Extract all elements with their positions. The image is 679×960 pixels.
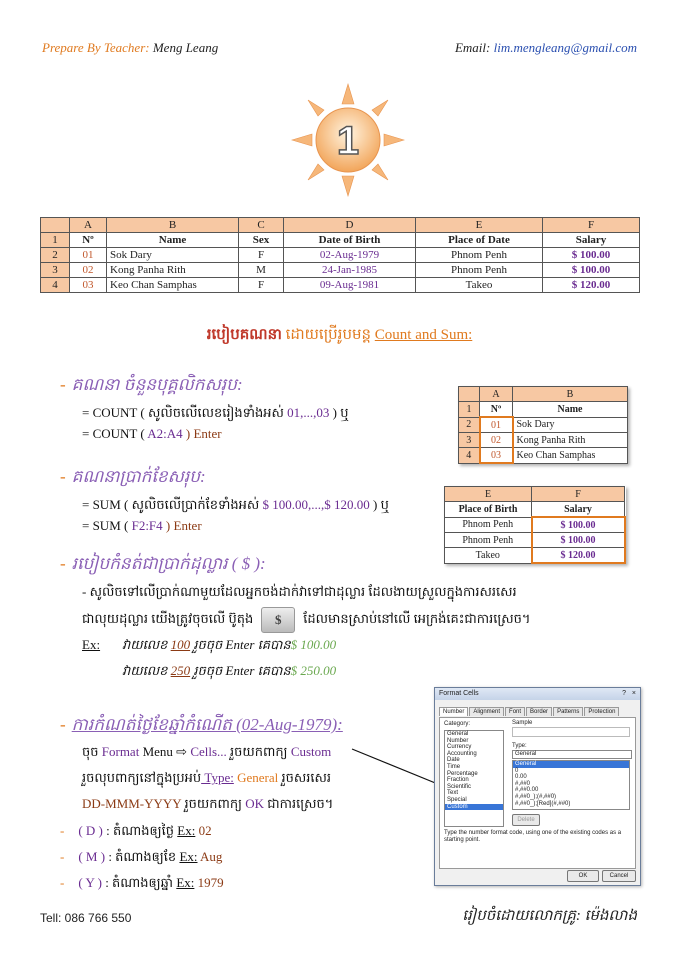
row-number: 1 <box>459 402 480 418</box>
category-item[interactable]: Percentage <box>447 770 478 777</box>
formula-end: ) ឬ <box>329 405 349 420</box>
sum-formula-2 <box>82 518 202 534</box>
section3-heading-text: របៀបកំនត់ជាប្រាក់ដុល្លារ ( $ ): <box>71 554 266 573</box>
ex-mid: រួចចុច Enter គេបាន <box>193 663 291 678</box>
category-item[interactable]: Number <box>447 737 469 744</box>
cell-salary: $ 100.00 <box>532 533 625 548</box>
l1-custom: Custom <box>287 744 332 759</box>
formula-range: F2:F4 <box>131 518 163 533</box>
cell-place: Phnom Penh <box>445 517 532 533</box>
ex-mid: រួចចុច Enter គេបាន <box>193 637 291 652</box>
type-list[interactable] <box>512 760 630 810</box>
cell-dob: 02-Aug-1979 <box>284 248 416 263</box>
example-2 <box>122 663 336 682</box>
table-row <box>41 248 640 263</box>
section1-heading: - គណនា ចំនួនបុគ្គលិកសរុប: <box>60 375 243 394</box>
cell-name: Sok Dary <box>107 248 239 263</box>
footer-tel: Tell: 086 766 550 <box>40 911 132 925</box>
footer-signature: រៀបចំដោយលោកគ្រូ: ម៉េងលាង <box>462 908 637 924</box>
table-row <box>41 263 640 278</box>
formula-end: ) Enter <box>162 518 202 533</box>
lesson-title <box>0 325 679 347</box>
header-email <box>455 40 637 56</box>
type-item[interactable]: #,##0_);(#,##0) <box>515 793 557 800</box>
item-ex: 02 <box>195 823 212 838</box>
header-cell: Date of Birth <box>284 233 416 248</box>
badge-number: 1 <box>336 119 360 163</box>
col-letter: E <box>416 218 543 233</box>
row-number: 2 <box>41 248 70 263</box>
l3-ok: OK <box>241 796 264 811</box>
row-number: 4 <box>459 448 480 464</box>
col-letter: F <box>532 487 625 502</box>
cell-place: Takeo <box>445 548 532 564</box>
section4-heading: - ការកំណត់ថ្ងៃខែឆ្នាំកំណើត (02-Aug-1979): <box>60 715 343 734</box>
ex-num: 100 <box>170 637 191 652</box>
header-cell: Name <box>107 233 239 248</box>
ex-kh: វាយលេខ <box>122 663 168 678</box>
count-formula-1 <box>82 405 348 424</box>
cell-salary: $ 100.00 <box>543 263 640 278</box>
title-kh-bold: របៀបគណនា <box>206 327 282 343</box>
cell-sex: F <box>239 248 284 263</box>
col-letter: B <box>513 387 628 402</box>
item-desc: : តំណាងឲ្យឆ្នាំ <box>101 875 174 890</box>
teacher-name: Meng Leang <box>152 40 219 55</box>
cancel-button[interactable]: Cancel <box>602 870 636 882</box>
row-number: 1 <box>41 233 70 248</box>
item-desc: : តំណាងឲ្យខែ <box>105 849 177 864</box>
header-cell: Name <box>513 402 628 418</box>
help-icon[interactable]: ? <box>622 690 626 697</box>
formula-values: $ 100.00,...,$ 120.00 <box>259 497 370 512</box>
row-number: 4 <box>41 278 70 293</box>
formula-kh: សូលិចលើលេខរៀងទាំងអស់ <box>147 405 284 420</box>
item-ex-label: Ex: <box>177 823 196 838</box>
category-item-selected[interactable]: Custom <box>445 804 503 811</box>
header-prepared <box>42 40 218 56</box>
type-input[interactable]: General <box>512 750 632 759</box>
table-row <box>459 433 628 448</box>
category-item[interactable]: General <box>447 731 469 737</box>
cell-place: Phnom Penh <box>416 248 543 263</box>
col-letter: D <box>284 218 416 233</box>
title-kh-normal: ដោយប្រើរូបមន្ត <box>281 327 375 343</box>
table-row <box>445 548 625 564</box>
dialog-titlebar <box>435 688 640 700</box>
l1-format: Format <box>98 744 140 759</box>
category-item[interactable]: Text <box>447 790 459 797</box>
dialog-hint: Type the number format code, using one of the existing codes as a starting point. <box>444 830 622 843</box>
cell-salary: $ 120.00 <box>532 548 625 564</box>
l1-b: Menu ⇨ <box>139 744 188 759</box>
title-en: Count and Sum: <box>374 327 473 343</box>
category-item[interactable]: Fraction <box>447 777 469 784</box>
format-cells-dialog <box>434 687 641 886</box>
category-label: Category: <box>444 721 471 727</box>
category-item[interactable]: Special <box>447 796 467 803</box>
cell-no: 02 <box>70 263 107 278</box>
number-pane <box>439 717 636 869</box>
table-row <box>459 448 628 464</box>
currency-button-icon: $ <box>261 607 295 633</box>
l1-a: ចុច <box>82 744 99 759</box>
type-item[interactable]: 0.00 <box>515 774 527 781</box>
cell-salary: $ 100.00 <box>543 248 640 263</box>
tab-font[interactable]: Font <box>505 707 525 716</box>
category-item[interactable]: Date <box>447 757 460 764</box>
l2-general: General <box>233 770 279 785</box>
corner-cell <box>41 218 70 233</box>
l2-b: រួចសរសេរ <box>278 770 331 785</box>
col-letter: A <box>480 387 513 402</box>
item-ex: 1979 <box>194 875 224 890</box>
category-item[interactable]: Currency <box>447 744 472 751</box>
cell-name: Keo Chan Samphas <box>107 278 239 293</box>
col-letter: C <box>239 218 284 233</box>
ex-kh: វាយលេខ <box>122 637 168 652</box>
type-item[interactable]: #,##0.00 <box>515 787 539 794</box>
cell-salary: $ 120.00 <box>543 278 640 293</box>
section4-heading-text: ការកំណត់ថ្ងៃខែឆ្នាំកំណើត (02-Aug-1979): <box>71 715 343 734</box>
tab-alignment[interactable]: Alignment <box>469 707 504 716</box>
formula-end: ) ឬ <box>369 497 389 512</box>
cell-dob: 09-Aug-1981 <box>284 278 416 293</box>
tab-protection[interactable]: Protection <box>584 707 619 716</box>
formula-prefix: = COUNT ( <box>82 426 148 441</box>
ok-button[interactable]: OK <box>567 870 599 882</box>
email-label: Email: <box>454 40 491 55</box>
cell-sex: M <box>239 263 284 278</box>
cell-no: 01 <box>70 248 107 263</box>
formula-prefix: = COUNT ( <box>82 405 148 420</box>
formula-prefix: = SUM ( <box>82 518 132 533</box>
prepared-label: Prepare By Teacher: <box>42 40 150 55</box>
col-letter: B <box>107 218 239 233</box>
item-ex-label: Ex: <box>176 875 195 890</box>
section2-heading-text: គណនាប្រាក់ខែសរុប: <box>71 467 206 486</box>
ex-label: Ex: <box>82 637 101 652</box>
ex-num: 250 <box>170 663 191 678</box>
ex-result: $ 100.00 <box>290 637 337 652</box>
l1-c: រួចយកពាក្យ <box>226 744 288 759</box>
type-item[interactable]: 0 <box>515 767 519 774</box>
count-mini-table <box>458 386 628 464</box>
table-row <box>445 533 625 548</box>
count-formula-2 <box>82 426 222 442</box>
category-item[interactable]: Time <box>447 763 461 770</box>
type-label: Type: <box>512 743 527 749</box>
item-ex: Aug <box>197 849 223 864</box>
l3-code: DD-MMM-YYYY <box>82 796 182 811</box>
category-item[interactable]: Accounting <box>447 750 477 757</box>
sun-number-badge <box>290 82 406 198</box>
type-item[interactable]: #,##0 <box>515 780 531 787</box>
col-letter: F <box>543 218 640 233</box>
header-cell: Place of Birth <box>445 502 532 518</box>
formula-prefix: = SUM ( <box>82 497 132 512</box>
section1-heading-text: គណនា ចំនួនបុគ្គលិកសរុប: <box>71 375 243 394</box>
sum-mini-table <box>444 486 626 564</box>
category-list[interactable] <box>444 730 504 827</box>
table-row <box>41 278 640 293</box>
sample-label: Sample <box>512 720 533 726</box>
sample-box <box>512 727 630 737</box>
item-code: ( D ) <box>78 823 103 838</box>
header-cell: Nº <box>70 233 107 248</box>
close-icon[interactable]: × <box>631 690 636 697</box>
example-1 <box>122 637 336 656</box>
dialog-tabs <box>439 707 620 716</box>
cell-name: Kong Panha Rith <box>107 263 239 278</box>
item-code: ( Y ) <box>78 875 102 890</box>
l3-b: ជាការស្រេច។ <box>263 796 334 811</box>
type-item-selected[interactable]: General <box>513 761 629 768</box>
cell-name: Sok Dary <box>513 417 628 433</box>
header-cell: Salary <box>543 233 640 248</box>
para2-start: ជាលុយដុល្លារ យើងត្រូវចុចលើ ប៊ូតុង <box>82 611 254 626</box>
item-ex-label: Ex: <box>179 849 198 864</box>
cell-place: Takeo <box>416 278 543 293</box>
format-item-year: - ( Y ) : តំណាងឲ្យឆ្នាំ Ex: 1979 <box>60 875 224 890</box>
cell-place: Phnom Penh <box>416 263 543 278</box>
cell-no: 01 <box>480 417 513 433</box>
sum-formula-1 <box>82 497 389 516</box>
cell-place: Phnom Penh <box>445 533 532 548</box>
header-cell: Sex <box>239 233 284 248</box>
item-desc: : តំណាងឲ្យថ្ងៃ <box>102 823 175 838</box>
cell-salary: $ 100.00 <box>532 517 625 533</box>
tab-number[interactable]: Number <box>439 707 468 716</box>
example-label <box>82 637 100 653</box>
row-number: 3 <box>41 263 70 278</box>
row-number: 3 <box>459 433 480 448</box>
table-row <box>459 417 628 433</box>
l2-a: រួចលុបពាក្យនៅក្នុងប្រអប់ <box>82 770 202 785</box>
cell-no: 03 <box>480 448 513 464</box>
cell-dob: 24-Jan-1985 <box>284 263 416 278</box>
section4-line3 <box>82 796 333 815</box>
cell-name: Keo Chan Samphas <box>513 448 628 464</box>
col-letter: E <box>445 487 532 502</box>
section2-heading: - គណនាប្រាក់ខែសរុប: <box>60 467 206 486</box>
cell-no: 02 <box>480 433 513 448</box>
format-item-month: - ( M ) : តំណាងឲ្យខែ Ex: Aug <box>60 849 223 864</box>
l1-cells: Cells... <box>187 744 227 759</box>
dialog-title: Format Cells <box>439 690 479 697</box>
cell-sex: F <box>239 278 284 293</box>
email-address: lim.mengleang@gmail.com <box>493 40 637 55</box>
type-item[interactable]: #,##0_);[Red](#,##0) <box>515 800 571 807</box>
cell-name: Kong Panha Rith <box>513 433 628 448</box>
delete-button[interactable]: Delete <box>512 814 540 826</box>
item-code: ( M ) <box>78 849 106 864</box>
header-cell: Nº <box>480 402 513 418</box>
col-letter: A <box>70 218 107 233</box>
l3-a: រួចយកពាក្យ <box>181 796 242 811</box>
section3-para2 <box>82 606 672 633</box>
formula-range: A2:A4 <box>147 426 183 441</box>
formula-end: ) Enter <box>182 426 222 441</box>
corner-cell <box>459 387 480 402</box>
category-item[interactable]: Scientific <box>447 783 472 790</box>
section3-heading: - របៀបកំនត់ជាប្រាក់ដុល្លារ ( $ ): <box>60 554 266 573</box>
formula-values: 01,...,03 <box>283 405 330 420</box>
section4-line2 <box>82 770 331 789</box>
cell-no: 03 <box>70 278 107 293</box>
format-item-day: - ( D ) : តំណាងឲ្យថ្ងៃ Ex: 02 <box>60 823 212 838</box>
section4-line1 <box>82 744 331 763</box>
employee-table <box>40 217 640 293</box>
l2-type: Type: <box>201 770 234 785</box>
row-number: 2 <box>459 417 480 433</box>
table-row <box>445 517 625 533</box>
header-cell: Place of Date <box>416 233 543 248</box>
header-cell: Salary <box>532 502 625 518</box>
tab-patterns[interactable]: Patterns <box>553 707 583 716</box>
tab-border[interactable]: Border <box>526 707 552 716</box>
formula-kh: សូលិចលើប្រាក់ខែទាំងអស់ <box>131 497 260 512</box>
section3-para1: - សូលិចទៅលើប្រាក់ណាមួយដែលអ្នកចង់ដាក់វាទៅជាដុល្លារ ដែលងាយស្រួលក្នុងការសរសេរ <box>82 584 517 599</box>
para2-end: ដែលមានស្រាប់នៅលើ អេក្រង់គេះជាការស្រេច។ <box>303 611 531 626</box>
ex-result: $ 250.00 <box>290 663 337 678</box>
